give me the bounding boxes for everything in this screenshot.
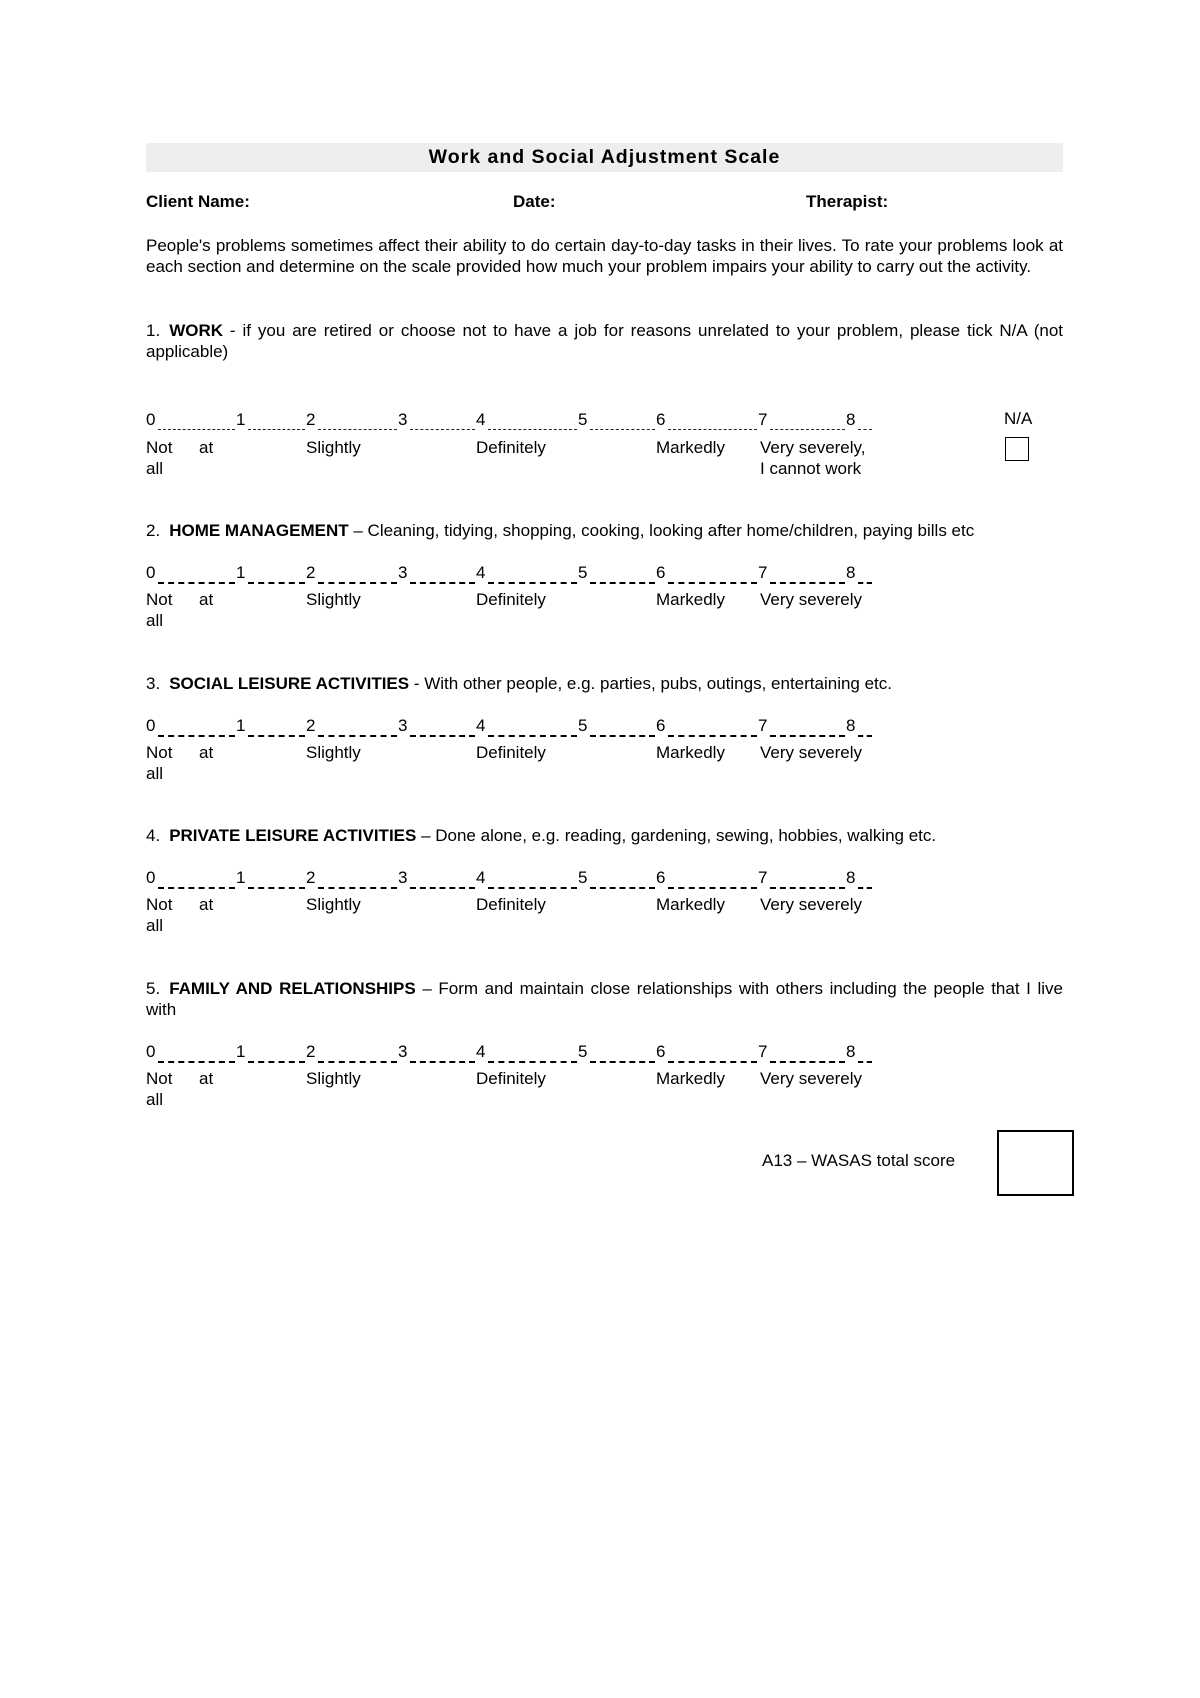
label-not: Not (146, 895, 173, 914)
question-family-relationships (146, 978, 1063, 1020)
scale-number-5[interactable]: 5 (578, 563, 588, 582)
question-heading: WORK (169, 321, 224, 340)
scale-number-0[interactable]: 0 (146, 1042, 156, 1061)
scale-segment (318, 429, 397, 430)
total-score-box[interactable] (997, 1130, 1074, 1196)
label-definitely: Definitely (476, 590, 546, 609)
scale-number-1[interactable]: 1 (236, 868, 246, 887)
scale-segment (410, 582, 475, 584)
rating-scale-private-leisure[interactable] (146, 867, 886, 891)
scale-segment (858, 429, 872, 430)
scale-segment (668, 582, 757, 584)
scale-number-0[interactable]: 0 (146, 868, 156, 887)
intro-paragraph: People's problems sometimes affect their ability to do certain day-to-day tasks in their lives. To rate your problems look at each section and determine on the scale provided how much your problem impairs your ability to carry out the activity. (146, 236, 1063, 276)
client-name-label: Client Name: (146, 192, 250, 211)
rating-scale-work[interactable] (146, 409, 886, 433)
scale-number-4[interactable]: 4 (476, 868, 486, 887)
scale-number-1[interactable]: 1 (236, 563, 246, 582)
scale-segment (858, 1061, 872, 1063)
scale-number-5[interactable]: 5 (578, 716, 588, 735)
question-text: – Done alone, e.g. reading, gardening, sewing, hobbies, walking etc. (416, 826, 937, 845)
scale-segment (158, 735, 235, 737)
scale-labels-social-leisure (146, 742, 906, 786)
scale-segment (410, 735, 475, 737)
date-label: Date: (513, 192, 556, 211)
scale-segment (668, 735, 757, 737)
question-number: 3. (146, 674, 161, 693)
scale-segment (248, 887, 305, 889)
label-very-severely: Very severely (760, 590, 863, 609)
scale-number-1[interactable]: 1 (236, 1042, 246, 1061)
scale-number-8[interactable]: 8 (846, 868, 856, 887)
na-label: N/A (1004, 409, 1033, 428)
scale-segment (668, 1061, 757, 1063)
question-heading: PRIVATE LEISURE ACTIVITIES (169, 826, 417, 845)
scale-labels-home-management (146, 589, 906, 633)
label-all: all (146, 611, 164, 630)
question-heading: HOME MANAGEMENT (169, 521, 349, 540)
rating-scale-social-leisure[interactable] (146, 715, 886, 739)
scale-segment (590, 735, 655, 737)
question-home-management (146, 520, 1063, 541)
question-social-leisure (146, 673, 1063, 694)
question-number: 1. (146, 321, 161, 340)
form-title: Work and Social Adjustment Scale (146, 143, 1063, 172)
question-text: – Cleaning, tidying, shopping, cooking, looking after home/children, paying bills etc (348, 521, 975, 540)
label-slightly: Slightly (306, 743, 361, 762)
question-private-leisure (146, 825, 1063, 846)
label-slightly: Slightly (306, 590, 361, 609)
question-number: 5. (146, 979, 161, 998)
scale-number-3[interactable]: 3 (398, 716, 408, 735)
scale-segment (488, 735, 577, 737)
scale-segment (488, 582, 577, 584)
question-heading: FAMILY AND RELATIONSHIPS (169, 979, 416, 998)
label-markedly: Markedly (656, 590, 725, 609)
scale-segment (858, 887, 872, 889)
scale-number-5[interactable]: 5 (578, 410, 588, 429)
label-at: at (199, 590, 214, 609)
label-markedly: Markedly (656, 1069, 725, 1088)
scale-number-2[interactable]: 2 (306, 410, 316, 429)
scale-number-6[interactable]: 6 (656, 868, 666, 887)
scale-number-0[interactable]: 0 (146, 716, 156, 735)
label-very-severely: Very severely, (760, 438, 866, 457)
scale-number-2[interactable]: 2 (306, 1042, 316, 1061)
scale-number-4[interactable]: 4 (476, 1042, 486, 1061)
label-markedly: Markedly (656, 438, 725, 457)
label-all: all (146, 1090, 164, 1109)
scale-number-7[interactable]: 7 (758, 716, 768, 735)
scale-number-8[interactable]: 8 (846, 563, 856, 582)
scale-number-3[interactable]: 3 (398, 410, 408, 429)
label-definitely: Definitely (476, 1069, 546, 1088)
label-not: Not (146, 438, 173, 457)
scale-segment (668, 429, 757, 430)
label-definitely: Definitely (476, 438, 546, 457)
scale-segment (770, 429, 845, 430)
scale-segment (248, 735, 305, 737)
label-definitely: Definitely (476, 895, 546, 914)
scale-number-3[interactable]: 3 (398, 563, 408, 582)
label-not: Not (146, 590, 173, 609)
label-very-severely: Very severely (760, 895, 863, 914)
scale-labels-family-relationships (146, 1068, 906, 1112)
question-text: - With other people, e.g. parties, pubs, outings, entertaining etc. (409, 674, 892, 693)
scale-segment (410, 1061, 475, 1063)
scale-segment (488, 1061, 577, 1063)
label-markedly: Markedly (656, 743, 725, 762)
scale-number-7[interactable]: 7 (758, 1042, 768, 1061)
scale-number-8[interactable]: 8 (846, 716, 856, 735)
scale-number-6[interactable]: 6 (656, 563, 666, 582)
scale-number-6[interactable]: 6 (656, 716, 666, 735)
scale-segment (770, 1061, 845, 1063)
scale-segment (158, 887, 235, 889)
label-at: at (199, 743, 214, 762)
scale-segment (248, 582, 305, 584)
label-slightly: Slightly (306, 1069, 361, 1088)
scale-number-4[interactable]: 4 (476, 716, 486, 735)
label-slightly: Slightly (306, 438, 361, 457)
label-all: all (146, 916, 164, 935)
label-not: Not (146, 743, 173, 762)
label-very-severely: Very severely (760, 743, 863, 762)
scale-number-8[interactable]: 8 (846, 410, 856, 429)
scale-segment (488, 887, 577, 889)
label-all: all (146, 459, 164, 478)
scale-number-8[interactable]: 8 (846, 1042, 856, 1061)
scale-number-6[interactable]: 6 (656, 410, 666, 429)
scale-segment (410, 887, 475, 889)
label-at: at (199, 1069, 214, 1088)
scale-number-2[interactable]: 2 (306, 868, 316, 887)
scale-number-7[interactable]: 7 (758, 868, 768, 887)
scale-number-0[interactable]: 0 (146, 563, 156, 582)
scale-segment (318, 582, 397, 584)
therapist-label: Therapist: (806, 192, 889, 211)
label-cannot-work: I cannot work (760, 459, 862, 478)
scale-segment (318, 1061, 397, 1063)
scale-number-4[interactable]: 4 (476, 410, 486, 429)
label-markedly: Markedly (656, 895, 725, 914)
label-definitely: Definitely (476, 743, 546, 762)
scale-number-7[interactable]: 7 (758, 563, 768, 582)
label-at: at (199, 895, 214, 914)
scale-segment (248, 429, 305, 430)
scale-number-1[interactable]: 1 (236, 410, 246, 429)
scale-number-3[interactable]: 3 (398, 1042, 408, 1061)
scale-number-3[interactable]: 3 (398, 868, 408, 887)
scale-segment (318, 735, 397, 737)
question-heading: SOCIAL LEISURE ACTIVITIES (169, 674, 410, 693)
na-checkbox[interactable] (1005, 437, 1029, 461)
scale-segment (590, 1061, 655, 1063)
scale-number-1[interactable]: 1 (236, 716, 246, 735)
scale-labels-work (146, 437, 906, 481)
scale-segment (590, 582, 655, 584)
scale-segment (590, 887, 655, 889)
scale-number-0[interactable]: 0 (146, 410, 156, 429)
label-very-severely: Very severely (760, 1069, 863, 1088)
scale-number-4[interactable]: 4 (476, 563, 486, 582)
scale-segment (488, 429, 577, 430)
scale-number-2[interactable]: 2 (306, 716, 316, 735)
scale-labels-private-leisure (146, 894, 906, 938)
rating-scale-family-relationships[interactable] (146, 1041, 886, 1065)
scale-number-6[interactable]: 6 (656, 1042, 666, 1061)
label-all: all (146, 764, 164, 783)
question-text: – Form and maintain close relationships with others including the people that I live with (146, 979, 1064, 1019)
scale-number-2[interactable]: 2 (306, 563, 316, 582)
label-at: at (199, 438, 214, 457)
scale-segment (858, 582, 872, 584)
label-not: Not (146, 1069, 173, 1088)
scale-segment (770, 887, 845, 889)
scale-segment (158, 582, 235, 584)
scale-segment (770, 582, 845, 584)
question-work (146, 320, 1063, 362)
total-score-label: A13 – WASAS total score (762, 1151, 956, 1170)
scale-segment (858, 735, 872, 737)
question-number: 4. (146, 826, 161, 845)
scale-number-5[interactable]: 5 (578, 1042, 588, 1061)
scale-segment (590, 429, 655, 430)
rating-scale-home-management[interactable] (146, 562, 886, 586)
scale-segment (770, 735, 845, 737)
scale-segment (158, 429, 235, 430)
scale-number-7[interactable]: 7 (758, 410, 768, 429)
question-text: - if you are retired or choose not to have a job for reasons unrelated to your problem, please tick N/A (not applicable) (146, 321, 1063, 361)
label-slightly: Slightly (306, 895, 361, 914)
scale-segment (318, 887, 397, 889)
scale-segment (410, 429, 475, 430)
question-number: 2. (146, 521, 161, 540)
scale-segment (158, 1061, 235, 1063)
scale-segment (248, 1061, 305, 1063)
scale-number-5[interactable]: 5 (578, 868, 588, 887)
scale-segment (668, 887, 757, 889)
